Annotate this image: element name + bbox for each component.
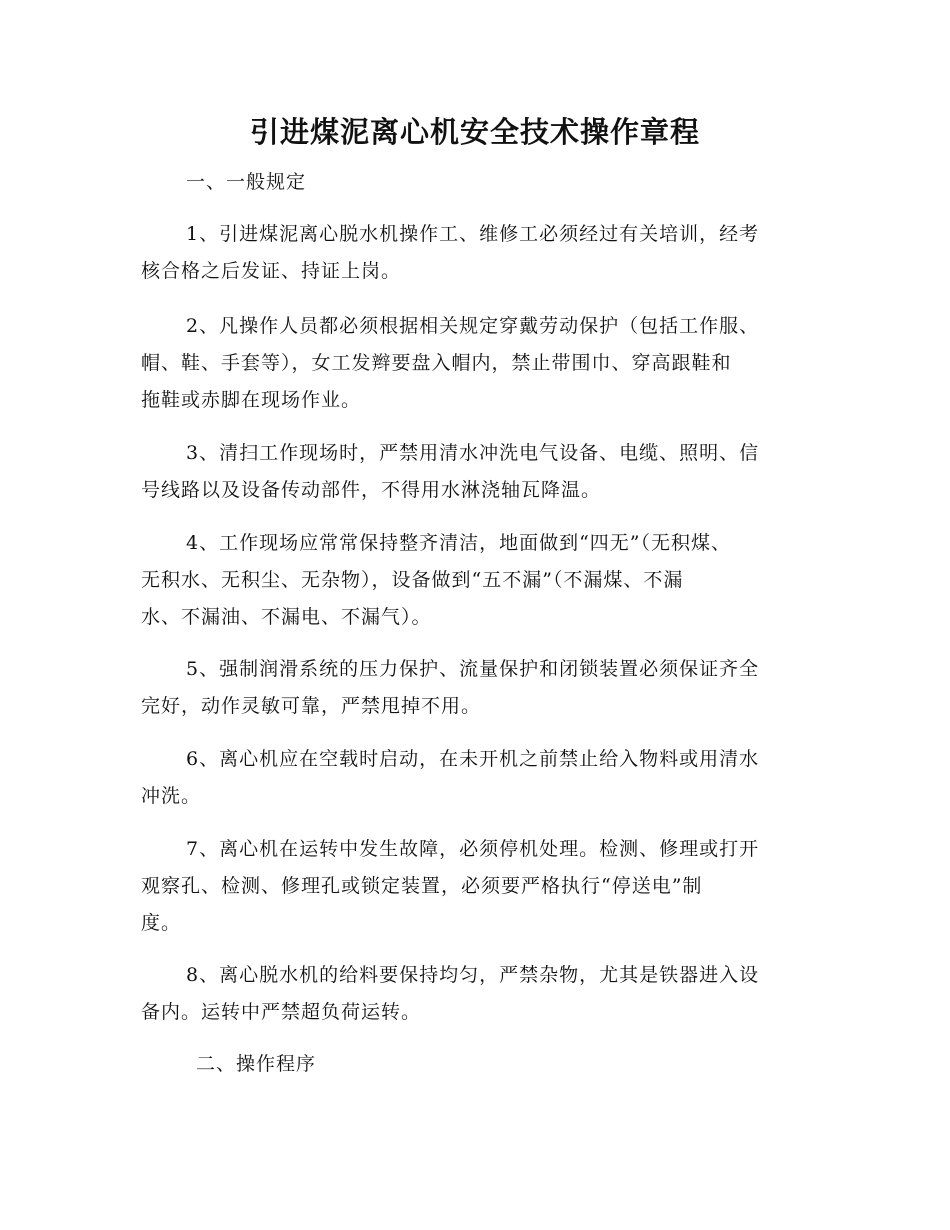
paragraph-item-6 — [141, 741, 811, 815]
paragraph-line: 6、离心机应在空载时启动，在未开机之前禁止给入物料或用清水 — [186, 748, 760, 770]
section-heading-general: 一、一般规定 — [186, 171, 307, 193]
paragraph-line: 1、引进煤泥离心脱水机操作工、维修工必须经过有关培训，经考 — [186, 223, 760, 245]
paragraph-line: 完好，动作灵敏可靠，严禁甩掉不用。 — [141, 695, 482, 717]
paragraph-line: 2、凡操作人员都必须根据相关规定穿戴劳动保护（包括工作服、 — [186, 315, 760, 337]
paragraph-item-4 — [141, 525, 811, 636]
paragraph-line: 度。 — [141, 912, 182, 934]
paragraph-line: 拖鞋或赤脚在现场作业。 — [141, 389, 362, 411]
paragraph-item-7 — [141, 831, 811, 942]
paragraph-line: 3、清扫工作现场时，严禁用清水冲洗电气设备、电缆、照明、信 — [186, 442, 760, 464]
paragraph-item-1 — [141, 216, 811, 290]
document-title: 引进煤泥离心机安全技术操作章程 — [249, 115, 700, 149]
section-heading-procedure: 二、操作程序 — [196, 1053, 317, 1075]
paragraph-line: 观察孔、检测、修理孔或锁定装置，必须要严格执行“停送电”制 — [141, 875, 703, 897]
paragraph-line: 备内。运转中严禁超负荷运转。 — [141, 1001, 422, 1023]
paragraph-item-5 — [141, 651, 811, 725]
paragraph-line: 核合格之后发证、持证上岗。 — [141, 260, 402, 282]
paragraph-line: 无积水、无积尘、无杂物），设备做到“五不漏”（不漏煤、不漏 — [141, 569, 684, 591]
paragraph-line: 帽、鞋、手套等），女工发辫要盘入帽内，禁止带围巾、穿高跟鞋和 — [141, 352, 732, 374]
paragraph-line: 8、离心脱水机的给料要保持均匀，严禁杂物，尤其是铁器进入设 — [186, 964, 760, 986]
paragraph-line: 号线路以及设备传动部件，不得用水淋浇轴瓦降温。 — [141, 479, 602, 501]
paragraph-line: 7、离心机在运转中发生故障，必须停机处理。检测、修理或打开 — [186, 838, 760, 860]
paragraph-line: 4、工作现场应常常保持整齐清洁，地面做到“四无”（无积煤、 — [186, 532, 732, 554]
paragraph-line: 水、不漏油、不漏电、不漏气）。 — [141, 606, 432, 628]
paragraph-line: 5、强制润滑系统的压力保护、流量保护和闭锁装置必须保证齐全 — [186, 658, 760, 680]
paragraph-item-2 — [141, 308, 811, 419]
paragraph-item-3 — [141, 435, 811, 509]
paragraph-item-8 — [141, 957, 811, 1031]
paragraph-line: 冲洗。 — [141, 785, 202, 807]
